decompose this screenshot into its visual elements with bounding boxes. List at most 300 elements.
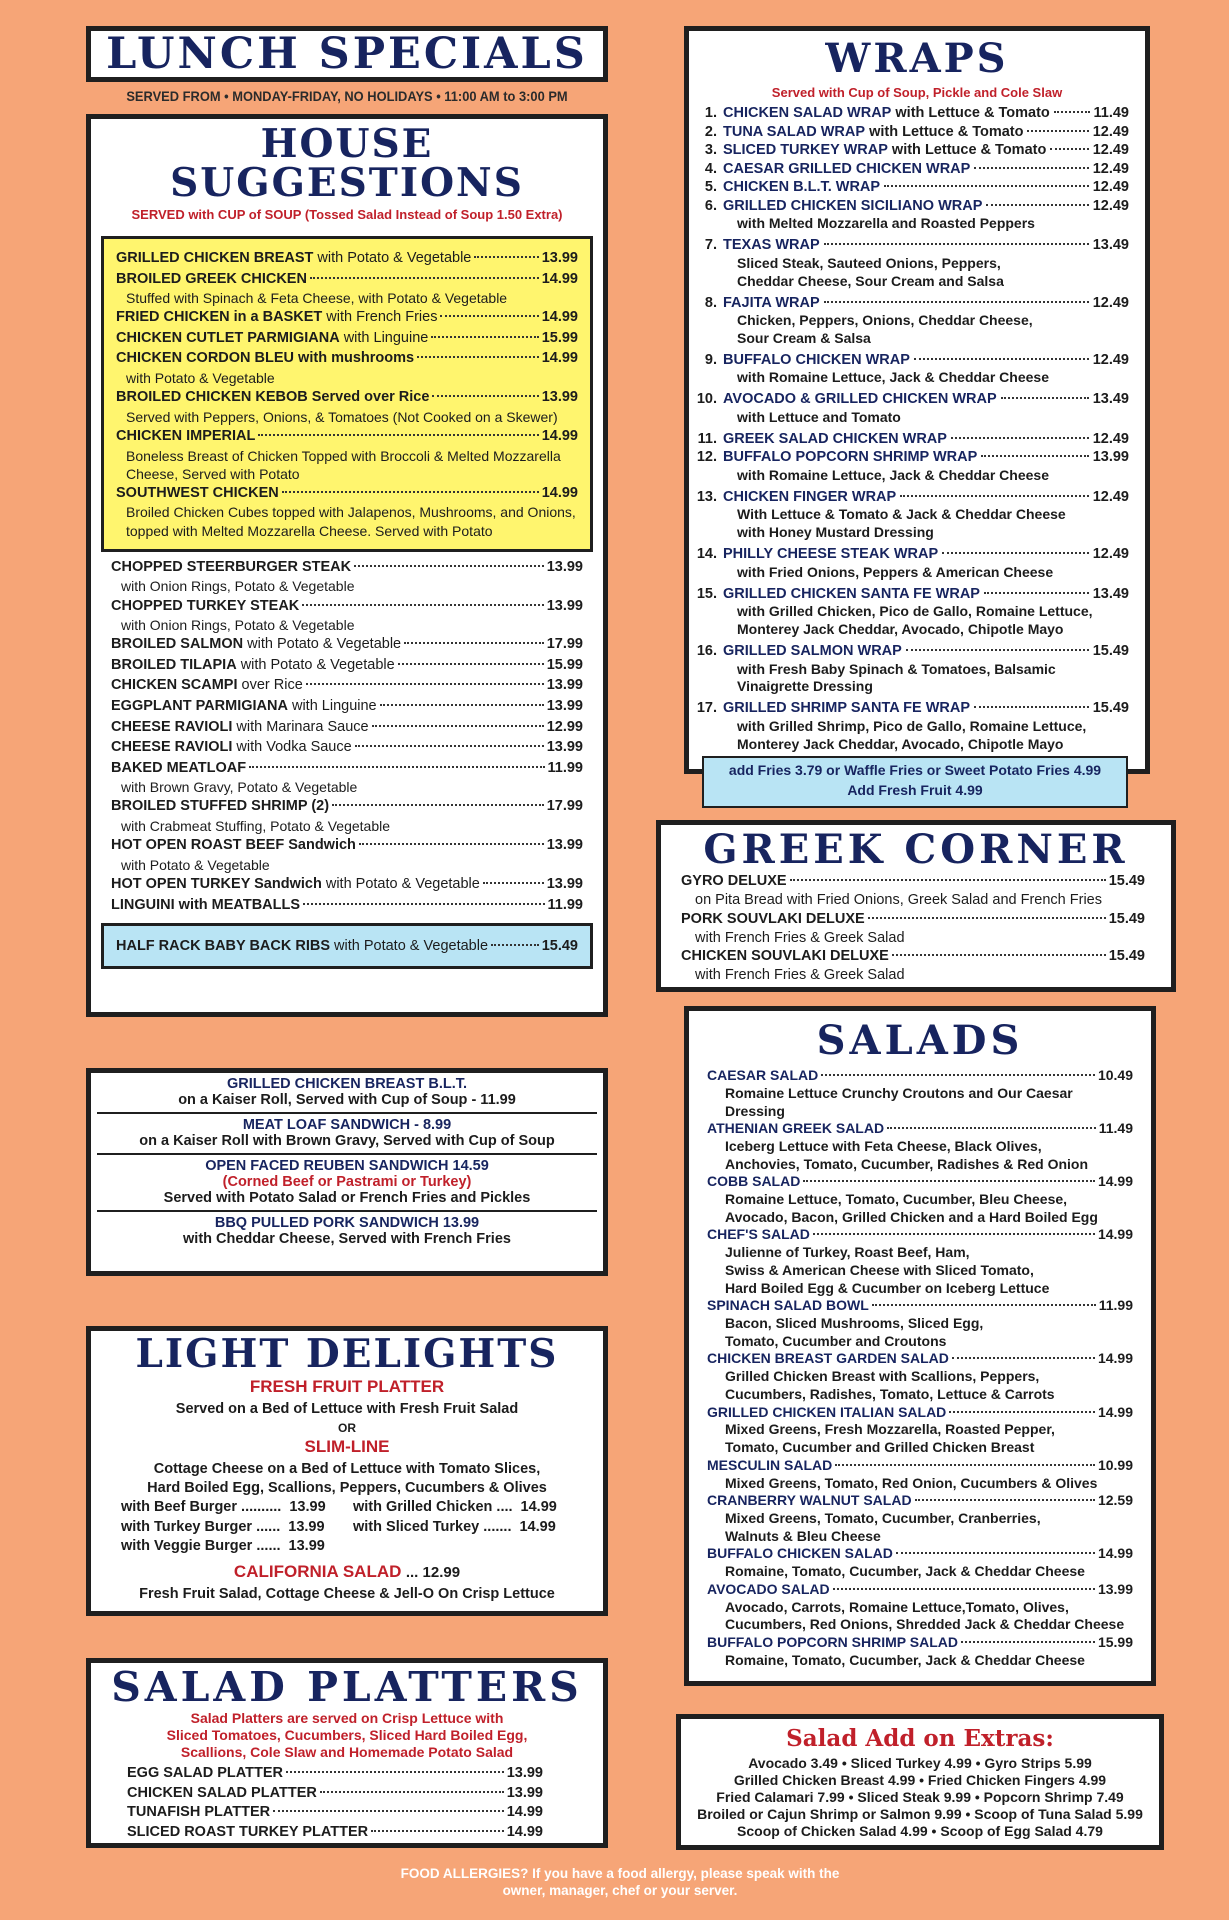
wrap-number: 12.: [696, 449, 717, 466]
leader-dots: [790, 879, 1106, 881]
leader-dots: [417, 356, 539, 358]
leader-dots: [835, 1464, 1095, 1466]
wrap-name: GRILLED CHICKEN SICILIANO WRAP: [723, 197, 983, 214]
leader-dots: [1050, 148, 1088, 150]
leader-dots: [986, 204, 1088, 206]
leader-dots: [359, 843, 544, 845]
wrap-item: [689, 699, 1129, 753]
greek-desc: with French Fries & Greek Salad: [695, 929, 905, 946]
slim-option: [121, 1518, 353, 1538]
lunch-specials-title: LUNCH SPECIALS: [106, 28, 588, 79]
wrap-name: AVOCADO & GRILLED CHICKEN WRAP: [723, 391, 997, 408]
extra-line: Scoop of Chicken Salad 4.99 • Scoop of Egg Salad 4.79: [737, 1823, 1103, 1840]
wrap-name: GRILLED SHRIMP SANTA FE WRAP: [723, 700, 971, 717]
sandwiches-panel: [86, 1068, 608, 1276]
salad-item: [707, 1545, 1133, 1581]
menu-item: [111, 718, 583, 738]
wrap-item: [689, 488, 1129, 542]
item-name: LINGUINI with MEATBALLS: [111, 896, 301, 913]
wrap-item: [689, 545, 1129, 581]
platters-note-2: Sliced Tomatoes, Cucumbers, Sliced Hard Boiled Egg,: [166, 1727, 528, 1743]
wrap-price: 13.49: [1092, 237, 1129, 254]
wraps-addons-box: [702, 756, 1128, 808]
wrap-price: 12.49: [1092, 197, 1129, 214]
wrap-name: FAJITA WRAP: [723, 294, 820, 311]
wrap-item: [689, 160, 1129, 179]
leader-dots: [273, 1810, 504, 1812]
allergy-footer: [300, 1866, 940, 1900]
salad-price: 11.49: [1098, 1120, 1133, 1137]
leader-dots: [474, 256, 538, 258]
wrap-price: 12.49: [1092, 123, 1129, 140]
leader-dots: [949, 1411, 1095, 1413]
salad-name: CAESAR SALAD: [707, 1067, 819, 1083]
item-price: 13.99: [546, 739, 583, 756]
platter-item: [127, 1764, 543, 1784]
item-price: 13.99: [546, 597, 583, 614]
greek-corner-title: GREEK CORNER: [703, 826, 1129, 873]
greek-price: 15.49: [1108, 948, 1145, 965]
leader-dots: [372, 725, 544, 727]
leader-dots: [868, 917, 1106, 919]
salad-name: MESCULIN SALAD: [707, 1456, 833, 1473]
california-salad-title: CALIFORNIA SALAD: [233, 1561, 402, 1581]
leader-dots: [984, 592, 1089, 594]
wrap-number: 17.: [696, 700, 717, 717]
wrap-name: TEXAS WRAP: [723, 237, 820, 254]
wrap-number: 10.: [696, 391, 717, 408]
item-price: 14.99: [541, 270, 578, 287]
leader-dots: [900, 495, 1089, 497]
menu-item: [116, 427, 578, 483]
item-extra: with Linguine: [287, 698, 377, 714]
leader-dots: [320, 1791, 504, 1793]
item-name: BROILED GREEK CHICKEN: [116, 270, 307, 287]
option-label: with Sliced Turkey .......: [353, 1518, 512, 1535]
item-name: GRILLED CHICKEN BREAST: [116, 250, 314, 266]
sandwich-name: GRILLED CHICKEN BREAST B.L.T.: [226, 1076, 468, 1092]
salad-item: [707, 1492, 1133, 1545]
option-price: 13.99: [289, 1499, 326, 1515]
leader-dots: [332, 804, 544, 806]
leader-dots: [258, 434, 538, 436]
greek-item: [681, 947, 1145, 985]
sandwich-item: [97, 1212, 597, 1251]
item-name: BROILED SALMON: [111, 636, 244, 653]
menu-item: [111, 676, 583, 696]
salad-platters-panel: [86, 1658, 608, 1848]
wrap-name: BUFFALO CHICKEN WRAP: [723, 351, 910, 368]
menu-item: [111, 697, 583, 717]
wrap-desc: Cheddar Cheese, Sour Cream and Salsa: [737, 272, 1004, 289]
platter-price: 14.99: [506, 1804, 543, 1821]
wrap-item: [689, 141, 1129, 160]
leader-dots: [824, 301, 1089, 303]
wrap-price: 13.49: [1092, 391, 1129, 408]
salad-price: 14.99: [1097, 1226, 1133, 1243]
item-extra: with Potato & Vegetable: [243, 636, 402, 653]
item-desc: with Onion Rings, Potato & Vegetable: [121, 578, 355, 595]
salad-extras-lines: [681, 1755, 1159, 1840]
option-price: 13.99: [288, 1538, 325, 1555]
sandwich-name: BBQ PULLED PORK SANDWICH 13.99: [214, 1215, 480, 1231]
wrap-desc: with Romaine Lettuce, Jack & Cheddar Cheese: [737, 466, 1049, 483]
platter-name: TUNAFISH PLATTER: [127, 1804, 271, 1821]
salad-item: [707, 1457, 1133, 1493]
item-price: 13.99: [546, 677, 583, 694]
item-desc: Boneless Breast of Chicken Topped with Broccoli & Melted Mozzarella Cheese, Served with Potato: [126, 447, 561, 482]
salad-desc: Tomato, Cucumber and Croutons: [725, 1332, 947, 1349]
allergy-line-2: owner, manager, chef or your server.: [502, 1882, 738, 1898]
wraps-title: WRAPS: [825, 35, 1009, 82]
greek-price: 15.49: [1108, 910, 1145, 927]
item-price: 14.99: [541, 484, 578, 501]
salad-desc: Mixed Greens, Tomato, Cucumber, Cranberries,: [725, 1510, 1041, 1527]
item-desc: with Brown Gravy, Potato & Vegetable: [121, 779, 358, 796]
salad-desc: Swiss & American Cheese with Sliced Tomato,: [725, 1262, 1034, 1278]
salad-name: SPINACH SALAD BOWL: [707, 1297, 869, 1314]
salad-item: [707, 1581, 1133, 1634]
slim-option: [121, 1498, 353, 1518]
item-price: 13.99: [546, 875, 583, 892]
wrap-item: [689, 197, 1129, 233]
served-hours: SERVED FROM • MONDAY-FRIDAY, NO HOLIDAYS • 11:00 AM to 3:00 PM: [126, 88, 568, 104]
platters-list: [91, 1760, 603, 1842]
leader-dots: [302, 604, 543, 606]
wrap-item: [689, 294, 1129, 348]
platter-name: CHICKEN SALAD PLATTER: [127, 1784, 317, 1801]
leader-dots: [371, 1830, 504, 1832]
menu-item: [116, 349, 578, 387]
item-name: HOT OPEN ROAST BEEF Sandwich: [111, 837, 356, 854]
wrap-extra: with Lettuce & Tomato: [887, 142, 1047, 159]
salad-desc: Tomato, Cucumber and Grilled Chicken Breast: [725, 1439, 1035, 1456]
item-desc: Stuffed with Spinach & Feta Cheese, with Potato & Vegetable: [126, 290, 508, 307]
wrap-price: 11.49: [1093, 105, 1129, 121]
leader-dots: [306, 683, 544, 685]
item-desc: with Potato & Vegetable: [126, 370, 275, 386]
wrap-desc: Monterey Jack Cheddar, Avocado, Chipotle Mayo: [737, 735, 1064, 752]
menu-item: [111, 797, 583, 835]
item-extra: with Vodka Sauce: [232, 739, 352, 756]
wrap-name: CHICKEN FINGER WRAP: [723, 488, 897, 505]
salad-desc: Mixed Greens, Fresh Mozzarella, Roasted Pepper,: [725, 1421, 1055, 1438]
item-price: 13.99: [541, 250, 578, 266]
wrap-desc: With Lettuce & Tomato & Jack & Cheddar Cheese: [737, 506, 1066, 523]
slim-line-options: [91, 1498, 603, 1557]
menu-item: [116, 249, 578, 269]
leader-dots: [398, 663, 544, 665]
wrap-item: [689, 104, 1129, 123]
wrap-desc: Sour Cream & Salsa: [737, 330, 871, 346]
wrap-price: 12.49: [1092, 488, 1129, 505]
salad-item: [707, 1226, 1133, 1297]
wrap-desc: with Lettuce and Tomato: [737, 408, 901, 425]
wrap-name: BUFFALO POPCORN SHRIMP WRAP: [723, 449, 978, 466]
item-name: FRIED CHICKEN in a BASKET: [116, 309, 323, 326]
greek-name: GYRO DELUXE: [681, 873, 787, 889]
wrap-extra: with Lettuce & Tomato: [891, 105, 1050, 121]
house-list: [91, 552, 603, 915]
item-extra: with Marinara Sauce: [232, 718, 369, 735]
wrap-number: 15.: [696, 585, 717, 602]
leader-dots: [872, 1304, 1096, 1306]
item-desc: Broiled Chicken Cubes topped with Jalapenos, Mushrooms, and Onions, topped with Melted Mozzarella Cheese. Served with Potato: [126, 504, 576, 539]
leader-dots: [803, 1180, 1095, 1182]
wrap-desc: with Fresh Baby Spinach & Tomatoes, Balsamic: [737, 660, 1056, 677]
wrap-number: 8.: [704, 294, 717, 311]
salads-title: SALADS: [816, 1017, 1024, 1064]
item-name: CHICKEN SCAMPI: [111, 677, 238, 694]
item-name: BAKED MEATLOAF: [111, 759, 247, 776]
item-name: HOT OPEN TURKEY Sandwich: [111, 875, 322, 892]
salad-price: 10.99: [1097, 1456, 1133, 1473]
item-name: EGGPLANT PARMIGIANA: [111, 698, 288, 714]
leader-dots: [974, 167, 1088, 169]
salad-price: 14.99: [1097, 1545, 1133, 1562]
wrap-number: 1.: [704, 105, 717, 121]
item-name: CHEESE RAVIOLI: [111, 718, 233, 735]
slim-line-desc-1: Cottage Cheese on a Bed of Lettuce with Tomato Slices,: [153, 1461, 541, 1477]
menu-item: [111, 836, 583, 874]
menu-item: [111, 875, 583, 895]
item-price: 13.99: [546, 837, 583, 854]
leader-dots: [952, 1357, 1095, 1359]
salad-price: 12.59: [1097, 1492, 1133, 1509]
salad-item: [707, 1634, 1133, 1670]
option-label: with Grilled Chicken ....: [353, 1499, 513, 1515]
wrap-number: 6.: [704, 197, 717, 214]
leader-dots: [824, 243, 1089, 245]
sandwich-desc: on a Kaiser Roll with Brown Gravy, Served with Cup of Soup: [139, 1133, 555, 1149]
option-price: 14.99: [520, 1499, 557, 1515]
salad-desc: Hard Boiled Egg & Cucumber on Iceberg Lettuce: [725, 1279, 1050, 1296]
california-salad-desc: Fresh Fruit Salad, Cottage Cheese & Jell-O On Crisp Lettuce: [139, 1585, 555, 1602]
item-price: 17.99: [546, 798, 583, 815]
salad-item: [707, 1404, 1133, 1457]
wrap-number: 9.: [704, 351, 717, 368]
wrap-name: CHICKEN B.L.T. WRAP: [723, 179, 881, 196]
item-desc: with Onion Rings, Potato & Vegetable: [121, 617, 355, 634]
house-suggestions-subtitle: SERVED with CUP of SOUP (Tossed Salad Instead of Soup 1.50 Extra): [131, 207, 563, 222]
menu-item: [116, 308, 578, 328]
salad-item: [707, 1350, 1133, 1403]
menu-item: [111, 759, 583, 797]
sandwich-item: [97, 1155, 597, 1212]
leader-dots: [1027, 130, 1088, 132]
wrap-item: [689, 642, 1129, 696]
slim-line-title: SLIM-LINE: [304, 1437, 390, 1456]
item-name: CHEESE RAVIOLI: [111, 739, 233, 756]
wrap-item: [689, 448, 1129, 484]
item-price: 13.99: [541, 389, 578, 406]
leader-dots: [887, 1127, 1096, 1129]
platter-price: 13.99: [506, 1765, 543, 1781]
slim-option: [353, 1498, 557, 1518]
slim-options-left: [121, 1498, 353, 1557]
item-extra: with Linguine: [339, 329, 429, 346]
salad-price: 14.99: [1097, 1173, 1133, 1190]
slim-option: [353, 1518, 557, 1538]
wrap-number: 4.: [704, 160, 717, 177]
menu-item: [111, 896, 583, 916]
salad-desc: Romaine, Tomato, Cucumber, Jack & Cheddar Cheese: [725, 1563, 1085, 1580]
platters-note-1: Salad Platters are served on Crisp Lettuce with: [190, 1710, 504, 1726]
lunch-specials-header: [86, 26, 608, 82]
wrap-desc: with Fried Onions, Peppers & American Cheese: [737, 563, 1054, 580]
add-fries-note: add Fries 3.79 or Waffle Fries or Sweet Potato Fries 4.99: [728, 762, 1102, 778]
menu-item: [111, 635, 583, 655]
wrap-name: CHICKEN SALAD WRAP: [723, 105, 892, 121]
sandwich-options: (Corned Beef or Pastrami or Turkey): [222, 1174, 472, 1190]
slim-options-right: [353, 1498, 557, 1557]
leader-dots: [951, 437, 1089, 439]
leader-dots: [974, 706, 1089, 708]
featured-chicken-box: [101, 236, 593, 552]
wrap-number: 16.: [696, 642, 717, 659]
item-price: 15.99: [546, 656, 583, 673]
menu-item: [116, 484, 578, 540]
wrap-number: 13.: [696, 488, 717, 505]
platter-price: 14.99: [506, 1823, 543, 1840]
salad-price: 14.99: [1097, 1350, 1133, 1367]
leader-dots: [310, 277, 539, 279]
platter-price: 13.99: [506, 1784, 543, 1801]
salad-price: 11.99: [1098, 1297, 1133, 1314]
greek-desc: on Pita Bread with Fried Onions, Greek Salad and French Fries: [695, 891, 1102, 908]
wrap-price: 12.49: [1092, 179, 1129, 196]
wrap-item: [689, 123, 1129, 142]
house-suggestions-title: HOUSE SUGGESTIONS: [170, 121, 524, 206]
salad-name: CHEF'S SALAD: [707, 1226, 810, 1243]
salad-desc: Avocado, Carrots, Romaine Lettuce,Tomato, Olives,: [725, 1598, 1069, 1615]
wrap-desc: with Grilled Shrimp, Pico de Gallo, Romaine Lettuce,: [737, 717, 1087, 734]
salad-desc: Cucumbers, Radishes, Tomato, Lettuce & Carrots: [725, 1385, 1055, 1402]
platter-name: EGG SALAD PLATTER: [127, 1765, 284, 1781]
salad-item: [707, 1297, 1133, 1350]
wrap-desc: with Honey Mustard Dressing: [737, 524, 934, 541]
menu-item: [116, 388, 578, 426]
leader-dots: [915, 1499, 1095, 1501]
leader-dots: [1054, 111, 1090, 113]
salad-name: GRILLED CHICKEN ITALIAN SALAD: [707, 1403, 947, 1420]
wrap-price: 12.49: [1092, 351, 1129, 368]
salad-name: COBB SALAD: [707, 1173, 801, 1190]
salad-name: CHICKEN BREAST GARDEN SALAD: [707, 1350, 949, 1367]
platters-note-3: Scallions, Cole Slaw and Homemade Potato Salad: [180, 1744, 514, 1760]
salad-item: [707, 1067, 1133, 1120]
item-price: 11.99: [547, 759, 583, 776]
menu-item: [111, 738, 583, 758]
salad-desc: Romaine, Tomato, Cucumber, Jack & Cheddar Cheese: [725, 1652, 1085, 1668]
sandwich-desc: on a Kaiser Roll, Served with Cup of Soup - 11.99: [178, 1092, 516, 1108]
sandwich-name: MEAT LOAF SANDWICH - 8.99: [242, 1117, 452, 1133]
leader-dots: [981, 455, 1088, 457]
wrap-number: 5.: [704, 179, 717, 196]
salad-extras-title: Salad Add on Extras:: [786, 1725, 1054, 1752]
wrap-name: SLICED TURKEY WRAP: [723, 142, 888, 159]
item-name: CHICKEN IMPERIAL: [116, 427, 256, 444]
california-salad-price: ... 12.99: [405, 1563, 461, 1581]
greek-desc: with French Fries & Greek Salad: [695, 967, 905, 984]
leader-dots: [884, 185, 1089, 187]
wrap-desc: with Grilled Chicken, Pico de Gallo, Romaine Lettuce,: [737, 603, 1093, 620]
light-delights-panel: [86, 1326, 608, 1616]
california-salad-line: [91, 1562, 603, 1582]
salad-desc: Anchovies, Tomato, Cucumber, Radishes & Red Onion: [725, 1155, 1089, 1172]
salad-item: [707, 1173, 1133, 1226]
salad-desc: Romaine Lettuce Crunchy Croutons and Our Caesar Dressing: [725, 1084, 1073, 1119]
item-price: 14.99: [541, 309, 578, 326]
wrap-desc: Chicken, Peppers, Onions, Cheddar Cheese,: [737, 312, 1033, 329]
leader-dots: [380, 704, 544, 706]
platter-item: [127, 1803, 543, 1823]
extra-line: Grilled Chicken Breast 4.99 • Fried Chicken Fingers 4.99: [733, 1772, 1107, 1789]
wrap-price: 12.49: [1092, 546, 1129, 563]
leader-dots: [282, 491, 539, 493]
light-delights-title: LIGHT DELIGHTS: [135, 1331, 559, 1377]
fruit-platter-desc: Served on a Bed of Lettuce with Fresh Fruit Salad: [175, 1401, 519, 1417]
menu-item: [116, 270, 578, 308]
wrap-extra: with Lettuce & Tomato: [865, 123, 1024, 140]
or-label: OR: [338, 1421, 356, 1435]
leader-dots: [354, 565, 544, 567]
wrap-number: 2.: [704, 123, 717, 140]
salad-item: [707, 1120, 1133, 1173]
extra-line: Avocado 3.49 • Sliced Turkey 4.99 • Gyro Strips 5.99: [748, 1755, 1092, 1771]
extra-line: Fried Calamari 7.99 • Sliced Steak 9.99 • Popcorn Shrimp 7.49: [716, 1789, 1124, 1806]
salad-price: 15.99: [1097, 1634, 1133, 1651]
leader-dots: [286, 1771, 504, 1773]
salad-desc: Romaine Lettuce, Tomato, Cucumber, Bleu Cheese,: [725, 1191, 1068, 1208]
wrap-price: 13.49: [1092, 585, 1129, 602]
salad-platters-title: SALAD PLATTERS: [111, 1663, 583, 1711]
wrap-name: CAESAR GRILLED CHICKEN WRAP: [723, 160, 971, 177]
leader-dots: [355, 745, 544, 747]
leader-dots: [1001, 397, 1089, 399]
greek-name: CHICKEN SOUVLAKI DELUXE: [681, 948, 889, 965]
wrap-price: 12.49: [1092, 430, 1129, 447]
item-name: CHICKEN CORDON BLEU with mushrooms: [116, 350, 415, 367]
sandwich-item: [97, 1114, 597, 1155]
leader-dots: [404, 642, 544, 644]
sandwich-item: [97, 1073, 597, 1114]
greek-list: [661, 870, 1171, 985]
item-name: SOUTHWEST CHICKEN: [116, 484, 279, 501]
platter-item: [127, 1784, 543, 1804]
wrap-item: [689, 430, 1129, 449]
wrap-number: 3.: [704, 142, 717, 159]
wrap-price: 13.99: [1092, 449, 1129, 466]
leader-dots: [440, 315, 538, 317]
salads-panel: [684, 1006, 1156, 1686]
leader-dots: [942, 552, 1089, 554]
item-price: 17.99: [546, 636, 583, 653]
salad-name: AVOCADO SALAD: [707, 1580, 830, 1597]
wrap-name: PHILLY CHEESE STEAK WRAP: [723, 546, 939, 563]
wraps-panel: [684, 26, 1150, 774]
leader-dots: [432, 395, 538, 397]
item-name: BROILED STUFFED SHRIMP (2): [111, 798, 330, 815]
slim-line-desc-2: Hard Boiled Egg, Scallions, Peppers, Cucumbers & Olives: [147, 1480, 547, 1496]
salad-name: BUFFALO POPCORN SHRIMP SALAD: [707, 1634, 958, 1651]
menu-item: [111, 597, 583, 635]
salads-list: [689, 1061, 1151, 1670]
leader-dots: [961, 1641, 1095, 1643]
greek-name: PORK SOUVLAKI DELUXE: [681, 910, 865, 927]
salad-desc: Julienne of Turkey, Roast Beef, Ham,: [725, 1244, 970, 1261]
allergy-line-1: FOOD ALLERGIES? If you have a food allergy, please speak with the: [400, 1866, 840, 1881]
